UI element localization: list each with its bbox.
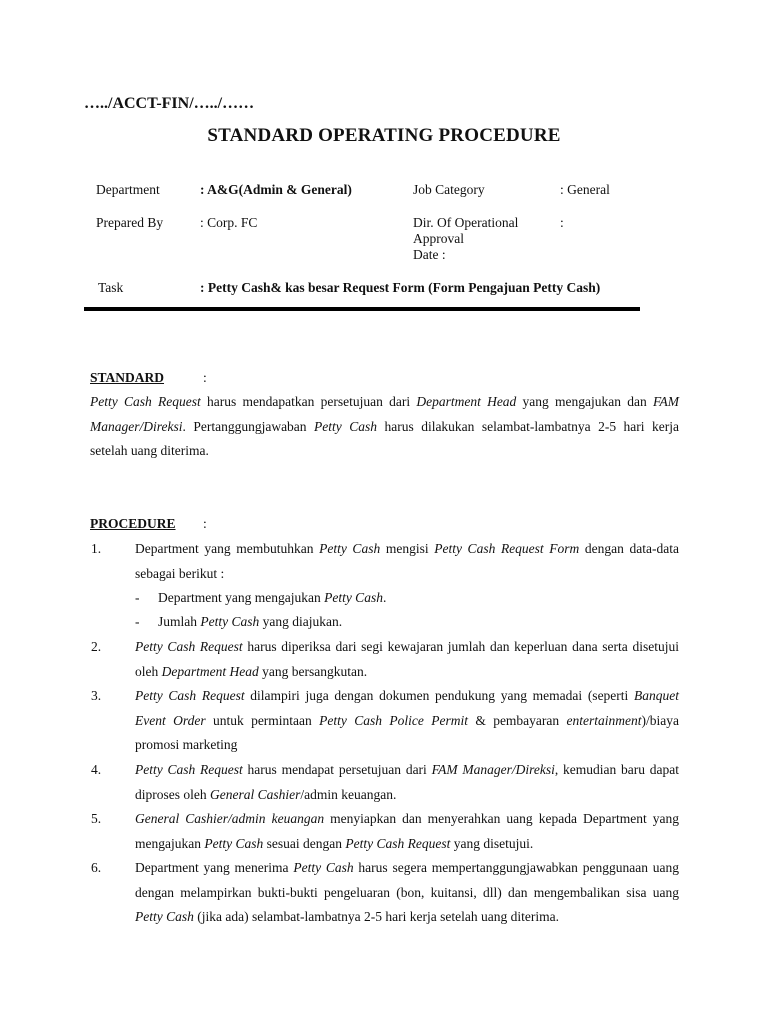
sub-item-dash-1: - (135, 590, 140, 605)
department-label: Department (96, 182, 160, 197)
approval-label-line2: Approval (413, 231, 464, 246)
task-label: Task (98, 280, 124, 295)
job-category-label: Job Category (413, 182, 485, 197)
procedure-step-1-sub-1: Department yang mengajukan Petty Cash. (158, 590, 387, 605)
document-title: STANDARD OPERATING PROCEDURE (207, 125, 561, 146)
job-category-value: : General (560, 182, 610, 197)
approval-label-line1: Dir. Of Operational (413, 215, 519, 230)
prepared-by-value: : Corp. FC (200, 215, 258, 230)
step-number-2: 2. (91, 639, 102, 654)
procedure-step-6: Department yang menerima Petty Cash harus segera mempertanggungjawabkan penggunaan uang dengan melampirkan bukti-bukti pengeluaran (bon, kuitansi, dll) dan mengembalikan sisa uang Petty Cash (jika ada) selambat-lambatnya 2-5 hari kerja setelah uang diterima. (135, 860, 679, 924)
standard-heading: STANDARD (90, 370, 165, 385)
procedure-step-3: Petty Cash Request dilampiri juga dengan dokumen pendukung yang memadai (seperti Banquet Event Order untuk permintaan Petty Cash Police Permit & pembayaran entertainment)/biaya promosi marketing (135, 688, 679, 752)
step-number-6: 6. (91, 860, 102, 875)
approval-label-line3: Date : (413, 247, 446, 262)
step-number-3: 3. (91, 688, 102, 703)
procedure-colon: : (203, 516, 207, 531)
procedure-step-1: Department yang membutuhkan Petty Cash mengisi Petty Cash Request Form dengan data-data sebagai berikut : (135, 541, 680, 581)
sub-item-dash-2: - (135, 614, 140, 629)
prepared-by-label: Prepared By (96, 215, 164, 230)
standard-colon: : (203, 370, 207, 385)
step-number-5: 5. (91, 811, 102, 826)
task-value: : Petty Cash& kas besar Request Form (Form Pengajuan Petty Cash) (200, 280, 601, 295)
approval-value: : (560, 215, 564, 230)
step-number-4: 4. (91, 762, 102, 777)
standard-paragraph: Petty Cash Request harus mendapatkan persetujuan dari Department Head yang mengajukan dan FAM Manager/Direksi. Pertanggungjawaban Petty Cash harus dilakukan selambat-lambatnya 2-5 hari kerja setelah uang diterima. (90, 394, 679, 458)
step-number-1: 1. (91, 541, 102, 556)
header-divider (84, 307, 640, 311)
document-code: …../ACCT-FIN/…../…… (84, 95, 255, 112)
procedure-step-2: Petty Cash Request harus diperiksa dari segi kewajaran jumlah dan keperluan dana serta disetujui oleh Department Head yang bersangkutan. (135, 639, 679, 679)
department-value: : A&G(Admin & General) (200, 182, 352, 197)
procedure-heading: PROCEDURE (90, 516, 176, 531)
procedure-step-4: Petty Cash Request harus mendapat persetujuan dari FAM Manager/Direksi, kemudian baru dapat diproses oleh General Cashier/admin keuangan. (135, 762, 680, 802)
procedure-step-1-sub-2: Jumlah Petty Cash yang diajukan. (158, 614, 343, 629)
procedure-step-5: General Cashier/admin keuangan menyiapkan dan menyerahkan uang kepada Department yang mengajukan Petty Cash sesuai dengan Petty Cash Request yang disetujui. (135, 811, 679, 851)
